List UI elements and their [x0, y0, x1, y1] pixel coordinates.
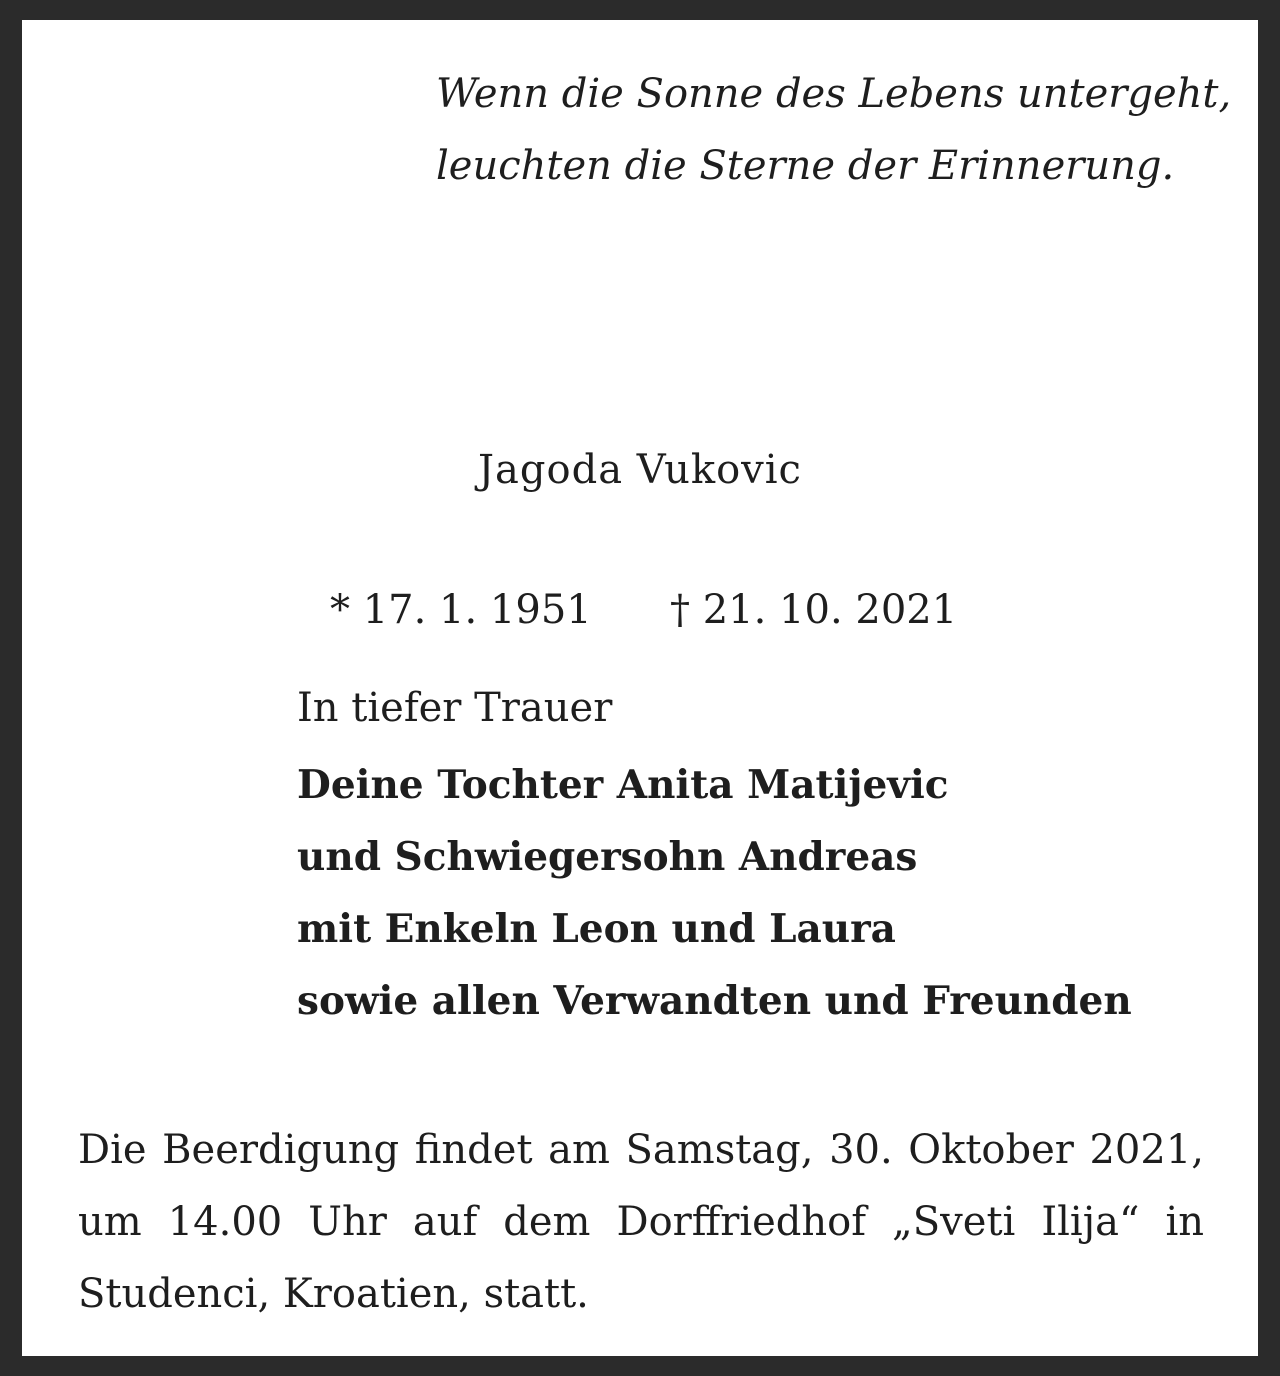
obituary-notice — [22, 20, 1258, 1356]
quote-line-1: Wenn die Sonne des Lebens untergeht, — [436, 71, 1232, 117]
deceased-name: Jagoda Vukovic — [478, 447, 802, 493]
birth-date: * 17. 1. 1951 — [330, 587, 592, 633]
funeral-details: Die Beerdigung findet am Samstag, 30. Oktober 2021, um 14.00 Uhr auf dem Dorffriedhof „Sveti Ilija“ in Studenci, Kroatien, statt. — [78, 1127, 1204, 1317]
mourner-line-3: mit Enkeln Leon und Laura — [297, 906, 896, 952]
quote-line-2: leuchten die Sterne der Erinnerung. — [436, 143, 1175, 189]
death-date: † 21. 10. 2021 — [670, 587, 958, 633]
mourner-line-1: Deine Tochter Anita Matijevic — [297, 762, 949, 808]
mourner-line-2: und Schwiegersohn Andreas — [297, 834, 918, 880]
mourner-line-4: sowie allen Verwandten und Freunden — [297, 978, 1132, 1024]
mourners-heading: In tiefer Trauer — [297, 685, 613, 731]
